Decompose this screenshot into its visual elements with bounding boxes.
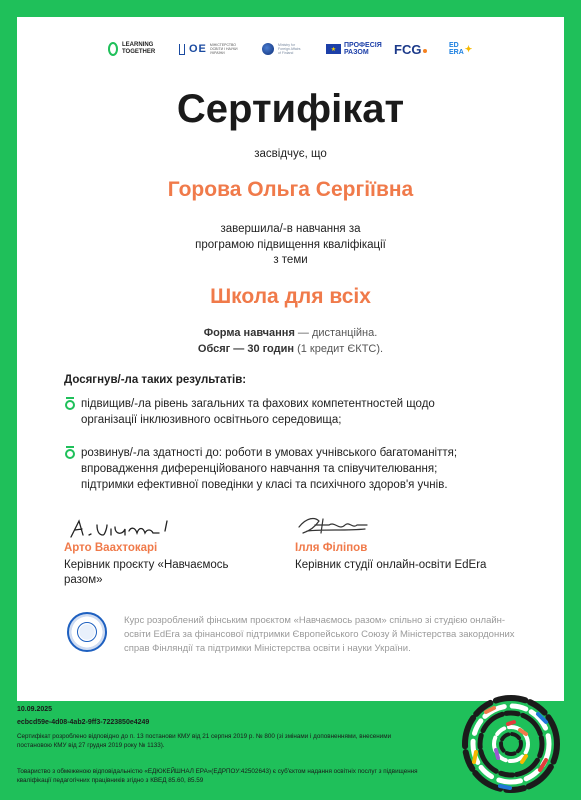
certificate-title: Сертифікат	[176, 87, 405, 131]
funding-disclaimer: Курс розроблений фінським проєктом «Навчаємось разом» спільно зі студією онлайн-освіти EdEra за фінансової підтримки Європейського Союзу й Міністерства закордонних справ Фінляндії та підтримки Міністерства освіти і науки України.	[124, 615, 515, 654]
certifies-text: засвідчує, що	[254, 148, 327, 160]
trident-icon	[179, 44, 185, 55]
legal-note: Сертифікат розроблено відповідно до п. 13 постанови КМУ від 21 серпня 2019 р. № 800 (зі змінами і доповненнями, внесеними постановою КМУ від 27 грудня 2019 року № 1133).	[17, 733, 392, 749]
achievement-item: розвинув/-ла здатності до: роботи в умовах учнівського багатоманіття; впровадження диференційованого навчання та співучителювання; підтримки ефективної поведінки у класі та психічного здоров'я учнів.	[64, 445, 534, 493]
achievements-title: Досягнув/-ла таких результатів:	[64, 374, 247, 386]
achievement-icon	[64, 397, 76, 412]
partner-logos	[17, 37, 564, 61]
globe-icon	[262, 43, 274, 55]
ministry-education-logo: OE МІНІСТЕРСТВО ОСВІТИ І НАУКИ УКРАЇНИ	[179, 37, 240, 61]
leaf-icon	[108, 42, 118, 56]
eu-profession-logo: ★ ПРОФЕСІЯ РАЗОМ	[326, 37, 382, 61]
signature-vaahtokari	[67, 517, 177, 541]
edera-badge-graphic	[456, 690, 566, 794]
certificate-id: ecbcd59e-4d08-4ab2-9ff3-7223850e4249	[17, 719, 150, 726]
learning-together-logo: LEARNING TOGETHER	[108, 37, 155, 61]
recipient-name: Горова Ольга Сергіївна	[167, 178, 414, 201]
legal-note: Товариство з обмеженою відповідальністю «ЕДЮКЕЙШНАЛ ЕРА»(ЕДРПОУ:42502643) є суб'єктом надання освітніх послуг з підвищення кваліфікації педагогічних працівників згідно з КВЕД 85.60, 85.59	[17, 768, 418, 784]
course-name: Школа для всіх	[210, 285, 371, 308]
issue-date: 10.09.2025	[17, 706, 53, 713]
signatory-name: Арто Ваахтокарі	[64, 542, 158, 554]
certificate-sheet	[17, 17, 564, 701]
signatory-name: Ілля Філіпов	[295, 542, 368, 554]
eu-flag-icon: ★	[326, 44, 341, 54]
achievement-item: підвищив/-ла рівень загальних та фахових компетентностей щодо організації інклюзивного освітнього середовища;	[64, 396, 534, 428]
fcg-logo: FCG	[394, 37, 427, 61]
course-meta: Форма навчання — дистанційна. Обсяг — 30 годин (1 кредит ЄКТС).	[197, 327, 384, 355]
signatory-role: Керівник проєкту «Навчаємось разом»	[64, 559, 229, 586]
signatory-role: Керівник студії онлайн-освіти EdEra	[295, 559, 487, 571]
dot-icon	[423, 49, 427, 53]
edera-logo: ED ERA ✦	[449, 42, 473, 56]
star-icon: ✦	[464, 43, 473, 54]
official-seal	[67, 612, 107, 652]
signature-filipov	[295, 513, 370, 539]
achievement-icon	[64, 446, 76, 461]
finland-ministry-logo: Ministry for Foreign Affairs of Finland	[262, 37, 308, 61]
completion-text: завершила/-в навчання за програмою підвищення кваліфікації з теми	[195, 223, 386, 266]
